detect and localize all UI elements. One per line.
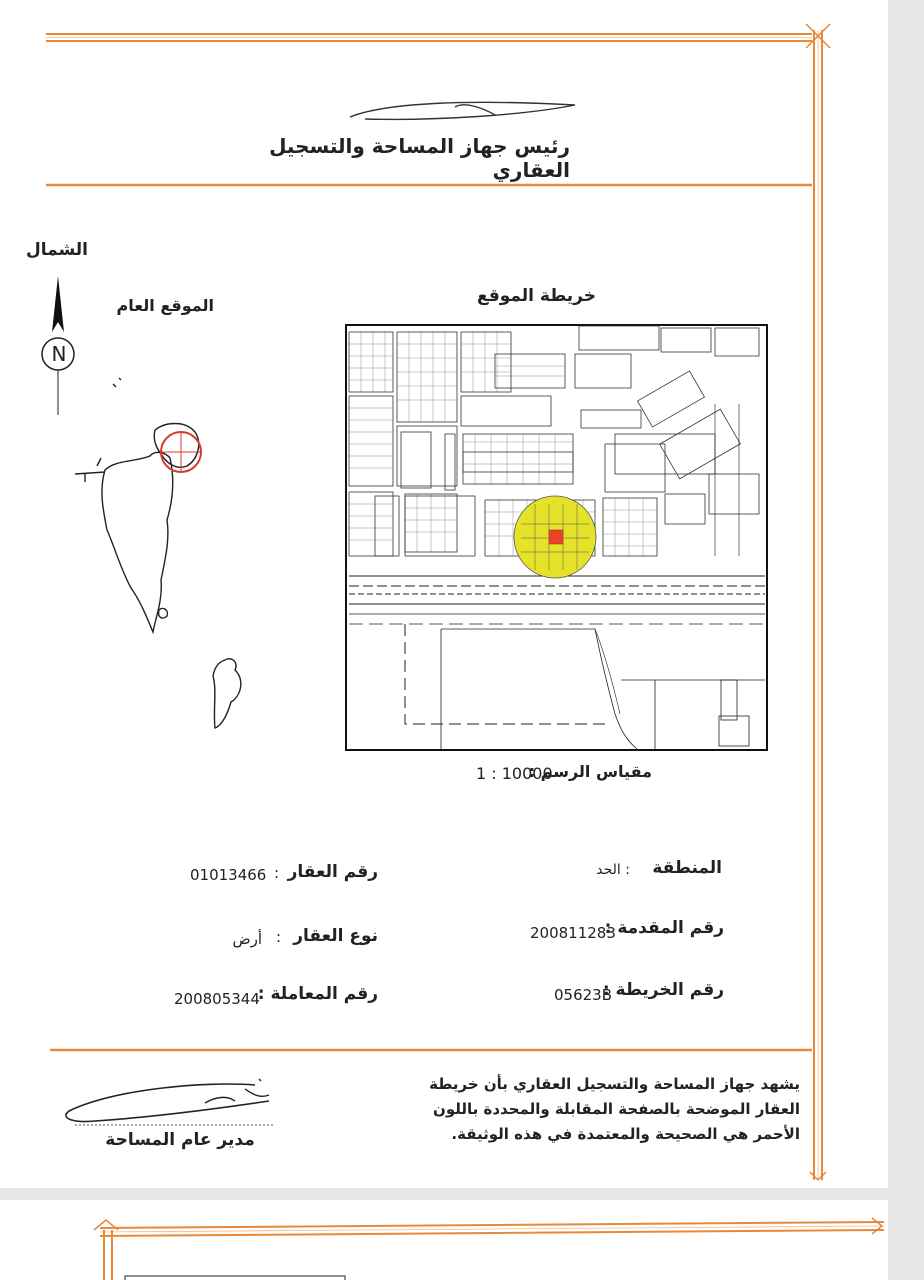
signatory-title: مدير عام المساحة (105, 1130, 255, 1150)
general-location-title: الموقع العام (116, 296, 214, 315)
map-number-label: رقم الخريطة : (602, 980, 724, 1000)
certification-line: يشهد جهاز المساحة والتسجيل العقاري بأن خريطة (429, 1075, 800, 1093)
scale-value: 1 : 10000 (476, 764, 553, 783)
property-number-label: رقم العقار (287, 862, 378, 882)
north-label: الشمال (25, 240, 88, 260)
property-number-value: 01013466 (190, 866, 267, 884)
area-label: المنطقة (652, 858, 722, 878)
general-location-map (55, 370, 255, 740)
authority-title: رئيس جهاز المساحة والتسجيل العقاري (269, 134, 570, 182)
certification-line: العقار الموضحة بالصفحة المقابلة والمحددة باللون (433, 1100, 800, 1118)
area-value: : الحد (596, 862, 630, 878)
next-page-partial (0, 1200, 888, 1280)
certification-text (430, 1072, 800, 1147)
transaction-number-label: رقم المعاملة : (257, 984, 378, 1004)
application-number-label: رقم المقدمة : (604, 918, 724, 938)
application-number-value: 200811283 (530, 924, 616, 942)
site-map-title: خريطة الموقع (476, 286, 596, 306)
decorative-border (0, 1200, 888, 1280)
property-type-value: أرض (232, 930, 262, 948)
site-location-map (345, 324, 769, 752)
property-number-colon: : (274, 864, 280, 882)
director-signature (55, 1075, 295, 1135)
scale-label: مقياس الرسم : (528, 762, 652, 781)
map-number-value: 05623B (554, 986, 613, 1004)
certification-line: الأحمر هي الصحيحة والمعتمدة في هذه الوثيقة. (451, 1125, 800, 1143)
transaction-number-value: 200805344 (174, 990, 260, 1008)
north-letter: N (51, 342, 67, 366)
property-type-colon: : (276, 928, 282, 946)
property-type-label: نوع العقار (293, 926, 378, 946)
header-signature (345, 95, 585, 135)
